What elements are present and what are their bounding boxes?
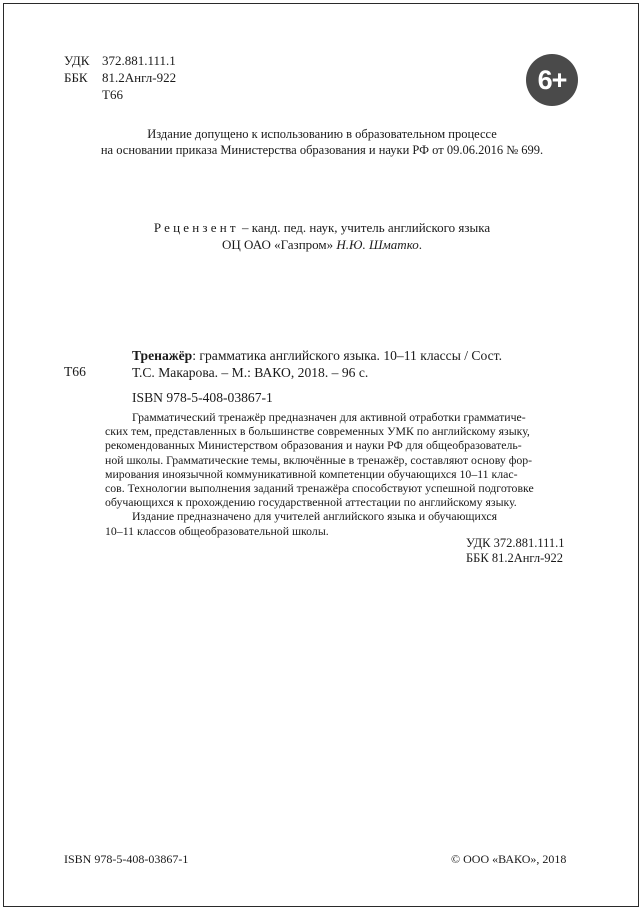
annotation-line: рекомендованных Министерством образования и науки РФ для общеобразователь-: [105, 438, 522, 453]
footer-codes: [466, 536, 565, 566]
bbk-value: 81.2Англ-922: [102, 70, 177, 85]
catalog-isbn: ISBN 978-5-408-03867-1: [132, 390, 273, 405]
footer-udk: УДК 372.881.111.1: [466, 536, 565, 550]
annotation-line: обучающихся к прохождению государственной аттестации по английскому языку.: [105, 495, 517, 510]
catalog-title-rest: : грамматика английского языка. 10–11 классы / Сост.: [192, 348, 502, 363]
catalog-title-bold: Тренажёр: [132, 348, 193, 363]
udk-header: [64, 52, 176, 69]
catalog-publisher-line: Т.С. Макарова. – М.: ВАКО, 2018. – 96 с.: [132, 365, 369, 380]
bottom-isbn: ISBN 978-5-408-03867-1: [64, 852, 189, 866]
annotation-line: сов. Технологии выполнения заданий тренажёра способствуют успешной подготовке: [105, 481, 534, 496]
udk-value: 372.881.111.1: [102, 53, 176, 68]
annotation-paragraph-2: [105, 509, 581, 537]
reviewer-org: ОЦ ОАО «Газпром»: [221, 237, 337, 252]
reviewer-line-2: [0, 236, 644, 253]
reviewer-label: Рецензент: [153, 220, 239, 235]
annotation-line: ских тем, представленных в большинстве современных УМК по английскому языку,: [105, 424, 530, 439]
admission-line-1: Издание допущено к использованию в образовательном процессе: [147, 127, 497, 141]
catalog-entry: [105, 347, 581, 381]
age-rating-badge: 6+: [526, 54, 578, 106]
catalog-title-line: [105, 347, 581, 364]
udk-label: УДК: [64, 53, 90, 68]
reviewer-name: Н.Ю. Шматко: [336, 237, 419, 252]
reviewer-name-end: .: [418, 237, 423, 252]
bbk-label: ББК: [64, 70, 88, 85]
annotation-paragraph-1: [105, 410, 581, 509]
bottom-copyright: © ООО «ВАКО», 2018: [451, 852, 567, 866]
annotation-line: Издание предназначено для учителей английского языка и обучающихся: [132, 509, 498, 524]
bbk-header: [64, 69, 176, 86]
reviewer-line-1: [0, 219, 644, 236]
catalog-author-mark: Т66: [64, 364, 86, 379]
reviewer-title: – канд. пед. наук, учитель английского языка: [238, 220, 491, 235]
annotation-line: 10–11 классов общеобразовательной школы.: [105, 523, 329, 538]
annotation-line: Грамматический тренажёр предназначен для активной отработки грамматиче-: [132, 410, 526, 424]
author-mark-header: Т66: [102, 87, 123, 102]
annotation-line: мирования иноязычной коммуникативной компетенции обучающихся 10–11 клас-: [105, 466, 518, 481]
footer-bbk: ББК 81.2Англ-922: [466, 551, 564, 565]
annotation-line: ной школы. Грамматические темы, включённые в тренажёр, составляют основу фор-: [105, 452, 533, 467]
annotation: [105, 410, 581, 538]
admission-line-2: на основании приказа Министерства образования и науки РФ от 09.06.2016 № 699.: [100, 143, 544, 157]
